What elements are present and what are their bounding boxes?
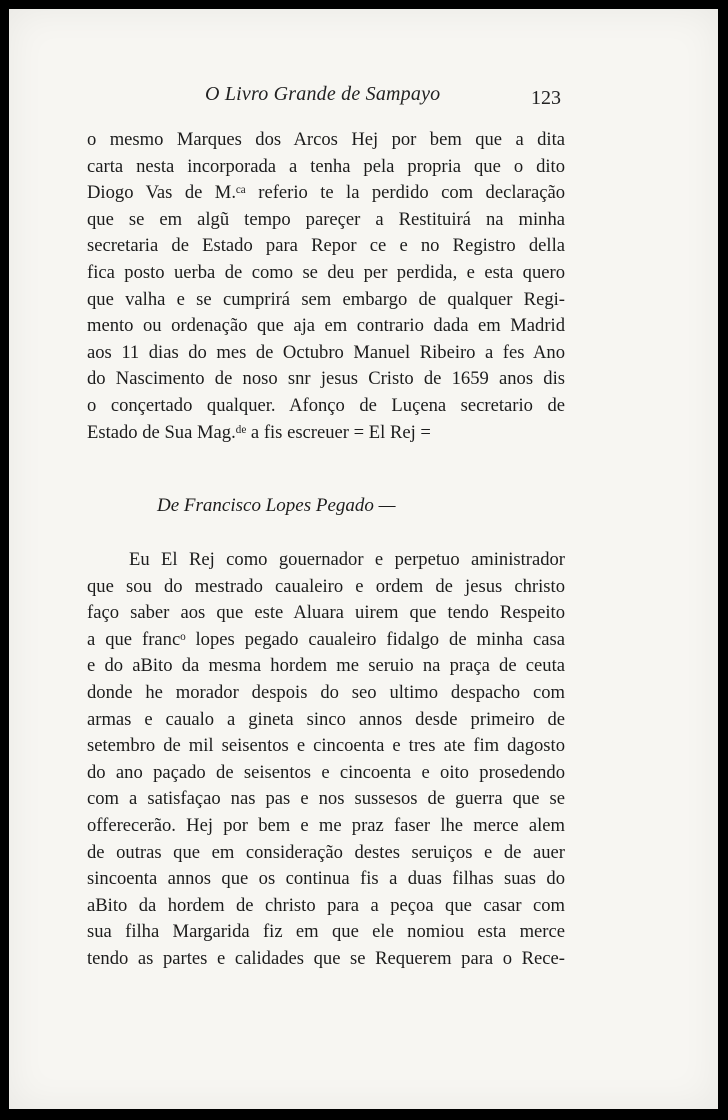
text-line: mento ou ordenação que aja em contrario dada em Madrid <box>87 315 565 337</box>
page-header <box>9 83 718 113</box>
text-line: setembro de mil seisentos e cincoenta e tres ate fim dagosto <box>87 735 565 757</box>
text-line: fica posto uerba de como se deu per perdida, e esta quero <box>87 261 565 283</box>
text-line: sincoenta annos que os continua fis a duas filhas suas do <box>87 868 565 890</box>
book-page <box>9 9 718 1109</box>
text-line: do ano paçado de seisentos e cincoenta e oito prosedendo <box>87 761 565 783</box>
page-number: 123 <box>531 87 561 109</box>
section-heading: De Francisco Lopes Pegado — <box>157 495 396 516</box>
text-line: de outras que em consideração destes seruiços e de auer <box>87 841 565 863</box>
text-line: faço saber aos que este Aluara uirem que tendo Respeito <box>87 602 565 624</box>
text-line: e do aBito da mesma hordem me seruio na praça de ceuta <box>87 655 565 677</box>
text-line: donde he morador despois do seo ultimo despacho com <box>87 681 565 703</box>
text-line: que valha e se cumprirá sem embargo de qualquer Regi- <box>87 288 565 310</box>
text-line: offerecerão. Hej por bem e me praz faser lhe merce alem <box>87 814 565 836</box>
text-line: o conçertado qualquer. Afonço de Luçena secretario de <box>87 394 565 416</box>
text-line: Diogo Vas de M.ᶜᵃ referio te la perdido com declaração <box>87 182 565 204</box>
text-line: Eu El Rej como gouernador e perpetuo aministrador <box>129 549 565 570</box>
text-line: sua filha Margarida fiz em que ele nomiou esta merce <box>87 921 565 943</box>
text-line: que sou do mestrado caualeiro e ordem de jesus christo <box>87 575 565 597</box>
text-line: com a satisfaçao nas pas e nos sussesos de guerra que se <box>87 788 565 810</box>
text-line: do Nascimento de noso snr jesus Cristo de 1659 anos dis <box>87 368 565 390</box>
text-line: que se em algũ tempo pareçer a Restituirá na minha <box>87 208 565 230</box>
text-line: o mesmo Marques dos Arcos Hej por bem que a dita <box>87 129 565 150</box>
text-line: Estado de Sua Mag.ᵈᵉ a fis escreuer = El Rej = <box>87 421 431 443</box>
text-line: armas e caualo a gineta sinco annos desde primeiro de <box>87 708 565 730</box>
text-line: secretaria de Estado para Repor ce e no Registro della <box>87 235 565 257</box>
text-line: tendo as partes e calidades que se Requerem para o Rece- <box>87 947 565 969</box>
paragraph-1 <box>87 127 565 446</box>
text-line: aos 11 dias do mes de Octubro Manuel Ribeiro a fes Ano <box>87 341 565 363</box>
running-title: O Livro Grande de Sampayo <box>205 83 441 105</box>
text-line: carta nesta incorporada a tenha pela propria que o dito <box>87 155 565 177</box>
text-line: a que francᵒ lopes pegado caualeiro fidalgo de minha casa <box>87 628 565 650</box>
text-line: aBito da hordem de christo para a peçoa que casar com <box>87 894 565 916</box>
paragraph-2 <box>87 547 565 973</box>
